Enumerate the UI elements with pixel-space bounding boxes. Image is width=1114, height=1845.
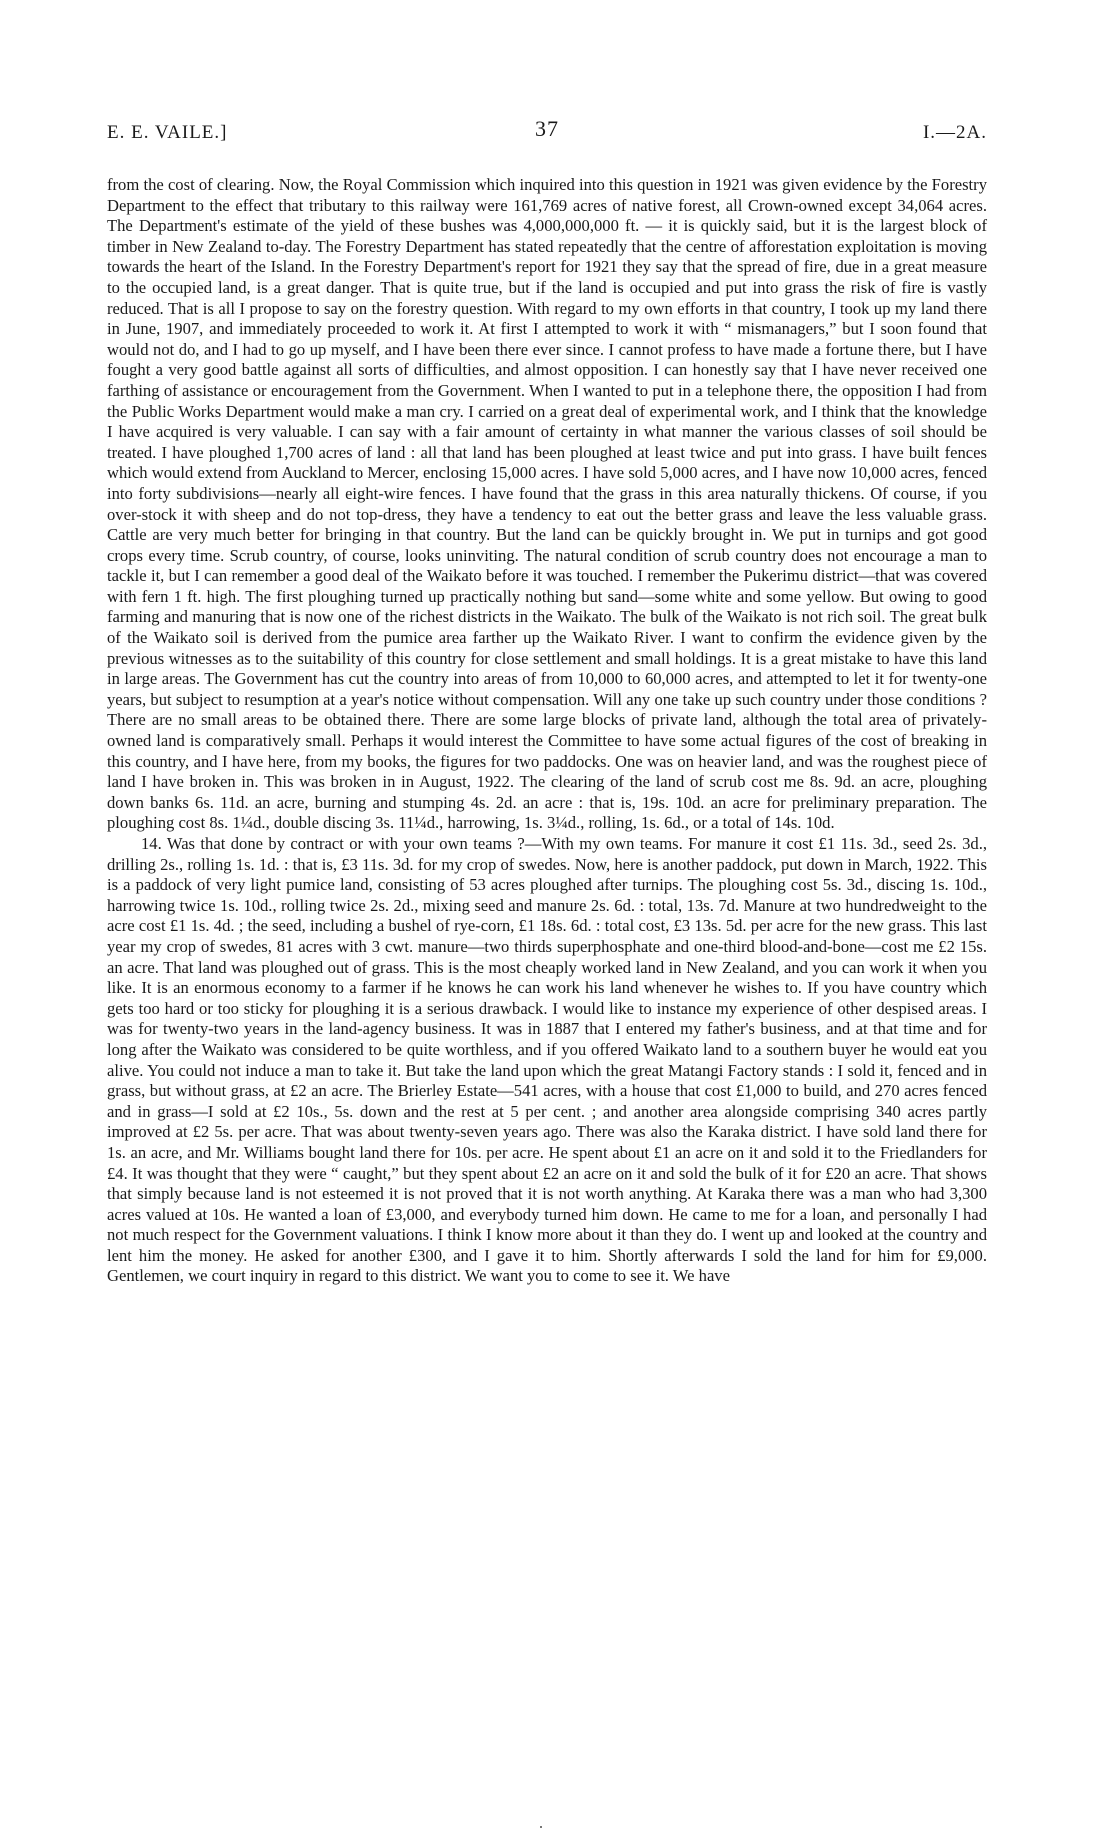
paragraph: from the cost of clearing. Now, the Royal Commission which inquired into this question in 1921 was given evidence by the Forestry Department to the effect that tributary to this railway were 161,769 acres of native forest, all Crown-owned except 34,064 acres. The Department's estimate of the yield of these bushes was 4,000,000,000 ft. — it is quickly said, but it is the largest block of timber in New Zealand to-day. The Forestry Department has stated repeatedly that the centre of afforestation exploitation is moving towards the heart of the Island. In the Forestry Department's report for 1921 they say that the spread of fire, due in a great measure to the occupied land, is a great danger. That is quite true, but if the land is occupied and put into grass the risk of fire is vastly reduced. That is all I propose to say on the forestry question. With regard to my own efforts in that country, I took up my land there in June, 1907, and immediately proceeded to work it. At first I attempted to work it with “ mismanagers,” but I soon found that would not do, and I had to go up myself, and I have been there ever since. I cannot profess to have made a fortune there, but I have fought a very good battle against all sorts of difficulties, and almost opposition. I can honestly say that I have never received one farthing of assistance or encouragement from the Government. When I wanted to put in a telephone there, the opposition I had from the Public Works Department would make a man cry. I carried on a great deal of experimental work, and I think that the knowledge I have acquired is very valuable. I can say with a fair amount of certainty in what manner the various classes of soil should be treated. I have ploughed 1,700 acres of land : all that land has been ploughed at least twice and put into grass. I have built fences which would extend from Auckland to Mercer, enclosing 15,000 acres. I have sold 5,000 acres, and I have now 10,000 acres, fenced into forty subdivisions—nearly all eight-wire fences. I have found that the grass in this area naturally thickens. Of course, if you over-stock it with sheep and do not top-dress, they have a tendency to eat out the better grass and leave the less valuable grass. Cattle are very much better for bringing in that country. But the land can be quickly brought in. We put in turnips and got good crops every time. Scrub country, of course, looks uninviting. The natural condition of scrub country does not encourage a man to tackle it, but I can remember a good deal of the Waikato before it was touched. I remember the Pukerimu district—that was covered with fern 1 ft. high. The first ploughing turned up practically nothing but sand—some white and some yellow. But owing to good farming and manuring that is now one of the richest districts in the Waikato. The bulk of the Waikato is not rich soil. The great bulk of the Waikato soil is derived from the pumice area farther up the Waikato River. I want to confirm the evidence given by the previous witnesses as to the suitability of this country for close settlement and small holdings. It is a great mistake to have this land in large areas. The Government has cut the country into areas of from 10,000 to 60,000 acres, and attempted to let it for twenty-one years, but subject to resumption at a year's notice without compensation. Will any one take up such country under those conditions ? There are no small areas to be obtained there. There are some large blocks of private land, although the total area of privately-owned land is comparatively small. Perhaps it would interest the Committee to have some actual figures of the cost of breaking in this country, and I have here, from my books, the figures for two paddocks. One was on heavier land, and was the roughest piece of land I have broken in. This was broken in in August, 1922. The clearing of the land of scrub cost me 8s. 9d. an acre, ploughing down banks 6s. 11d. an acre, burning and stumping 4s. 2d. an acre : that is, 19s. 10d. an acre for preliminary preparation. The ploughing cost 8s. 1¼d., double discing 3s. 11¼d., harrowing, 1s. 3¼d., rolling, 1s. 6d., or a total of 14s. 10d. [107,175,987,833]
header-reference: I.—2A. [922,122,987,143]
page-mark [540,1826,542,1828]
page-header [107,116,987,152]
body-text [107,175,987,1287]
page-number: 37 [535,116,559,141]
paragraph: 14. Was that done by contract or with your own teams ?—With my own teams. For manure it cost £1 11s. 3d., seed 2s. 3d., drilling 2s., rolling 1s. 1d. : that is, £3 11s. 3d. for my crop of swedes. Now, here is another paddock, put down in March, 1922. This is a paddock of very light pumice land, consisting of 53 acres ploughed after turnips. The ploughing cost 5s. 3d., discing 1s. 10d., harrowing twice 1s. 10d., rolling twice 2s. 2d., mixing seed and manure 2s. 6d. : total, 13s. 7d. Manure at two hundredweight to the acre cost £1 1s. 4d. ; the seed, including a bushel of rye-corn, £1 18s. 6d. : total cost, £3 13s. 5d. per acre for the new grass. This last year my crop of swedes, 81 acres with 3 cwt. manure—two thirds superphosphate and one-third blood-and-bone—cost me £2 15s. an acre. That land was ploughed out of grass. This is the most cheaply worked land in New Zealand, and you can work it when you like. It is an enormous economy to a farmer if he knows he can work his land whenever he wishes to. If you have country which gets too hard or too sticky for ploughing it is a serious drawback. I would like to instance my experience of other despised areas. I was for twenty-two years in the land-agency business. It was in 1887 that I entered my father's business, and at that time and for long after the Waikato was considered to be quite worthless, and if you offered Waikato land to a southern buyer he would eat you alive. You could not induce a man to take it. But take the land upon which the great Matangi Factory stands : I sold it, fenced and in grass, but without grass, at £2 an acre. The Brierley Estate—541 acres, with a house that cost £1,000 to build, and 270 acres fenced and in grass—I sold at £2 10s., 5s. down and the rest at 5 per cent. ; and another area alongside comprising 340 acres partly improved at £2 5s. per acre. That was about twenty-seven years ago. There was also the Karaka district. I have sold land there for 1s. an acre, and Mr. Williams bought land there for 10s. per acre. He spent about £1 an acre on it and sold it to the Friedlanders for £4. It was thought that they were “ caught,” but they spent about £2 an acre on it and sold the bulk of it for £20 an acre. That shows that simply because land is not esteemed it is not proved that it is not worth anything. At Karaka there was a man who had 3,300 acres valued at 10s. He wanted a loan of £3,000, and everybody turned him down. He came to me for a loan, and personally I had not much respect for the Government valuations. I think I know more about it than they do. I went up and looked at the country and lent him the money. He asked for another £300, and I gave it to him. Shortly afterwards I sold the land for him for £9,000. Gentlemen, we court inquiry in regard to this district. We want you to come to see it. We have [107,834,987,1286]
header-author: E. E. VAILE.] [107,122,228,143]
